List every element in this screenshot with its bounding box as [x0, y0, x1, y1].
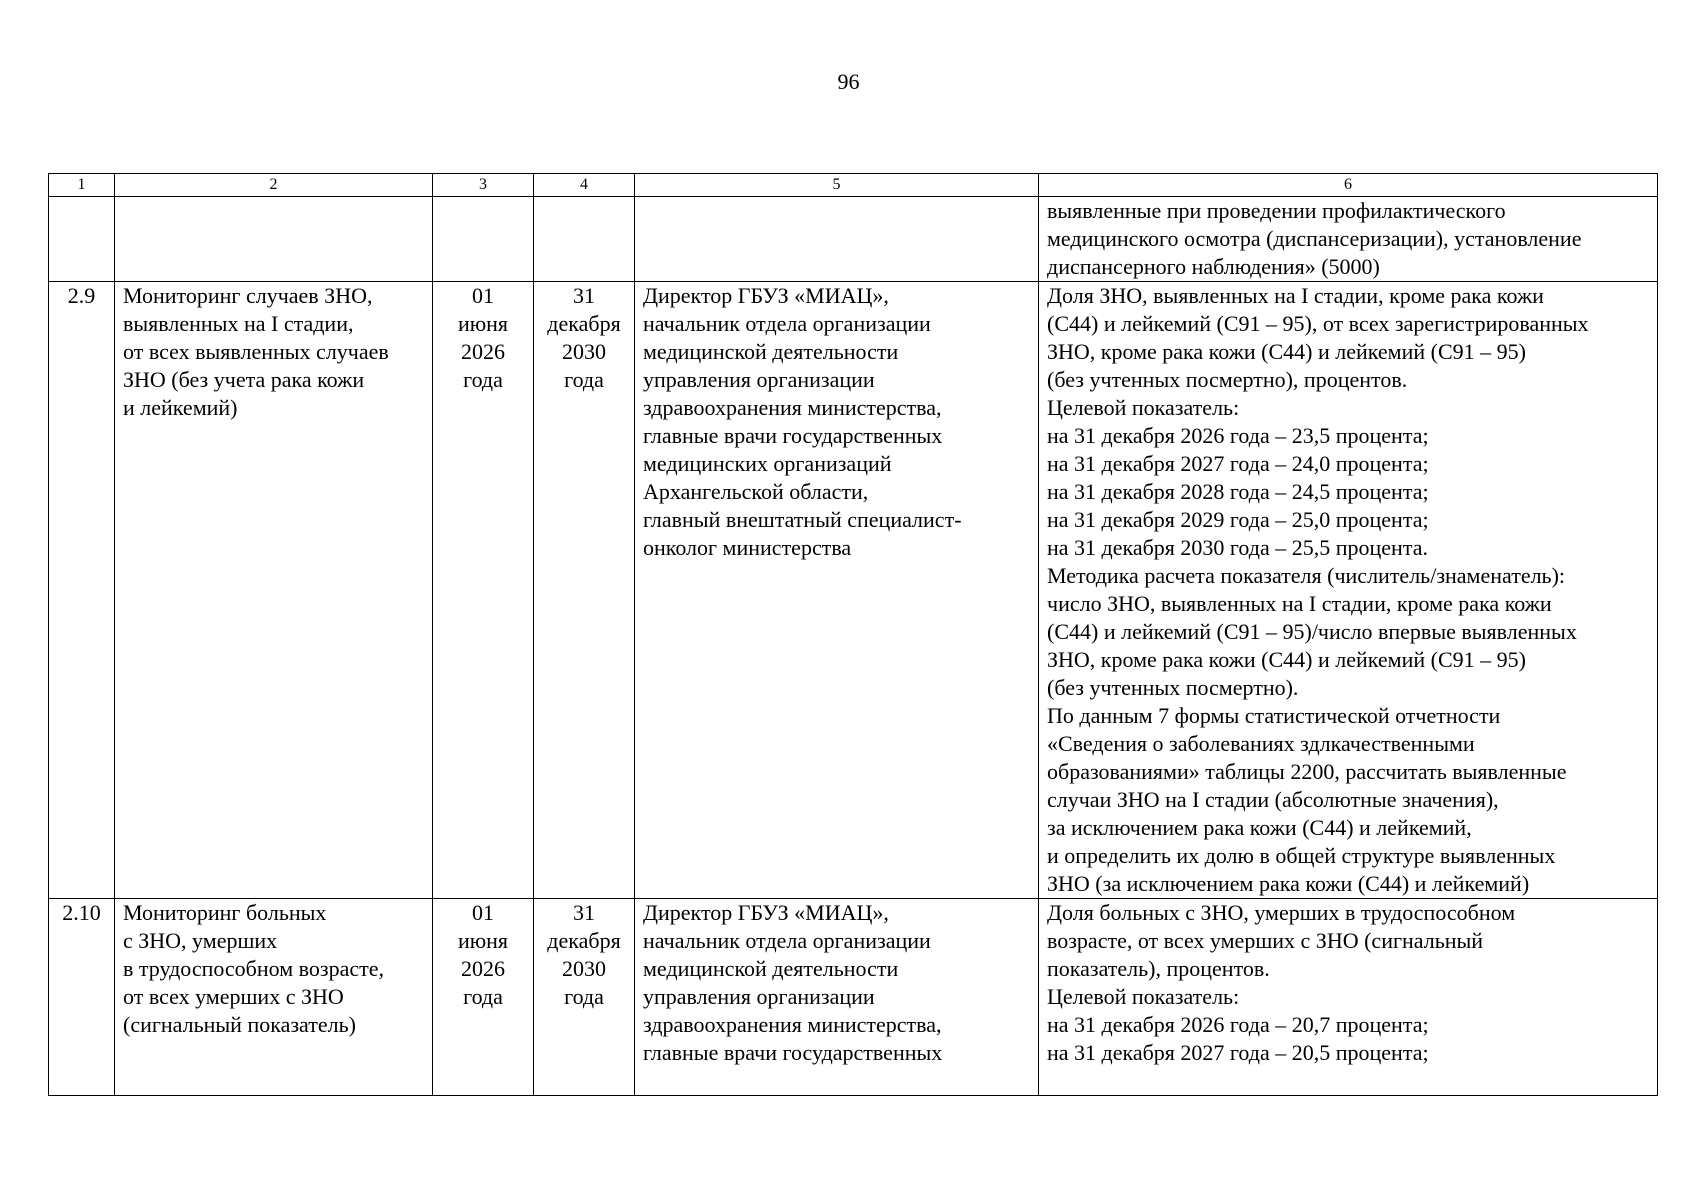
column-number-5: 5	[635, 174, 1039, 197]
activity-name-cell	[115, 899, 433, 1096]
empty-cell	[534, 197, 635, 282]
column-number-2: 2	[115, 174, 433, 197]
column-number-6: 6	[1039, 174, 1658, 197]
indicator-cell	[1039, 899, 1658, 1096]
column-number-row	[49, 174, 1658, 197]
end-date: 31 декабря 2030 года	[547, 900, 621, 1009]
start-date-cell	[433, 899, 534, 1096]
responsible-text: Директор ГБУЗ «МИАЦ», начальник отдела организации медицинской деятельности управления организации здравоохранения министерства, главные врачи государственных медицинских организаций Архангельской области, главный внештатный специалист- онколог министерства	[643, 283, 962, 560]
indicator-text: Доля больных с ЗНО, умерших в трудоспособном возрасте, от всех умерших с ЗНО (сигнальный показатель), процентов. Целевой показатель: на 31 декабря 2026 года – 20,7 процента; на 31 декабря 2027 года – 20,5 процента;	[1047, 900, 1516, 1065]
column-number-4: 4	[534, 174, 635, 197]
start-date: 01 июня 2026 года	[457, 283, 509, 392]
empty-cell	[49, 197, 115, 282]
activity-name: Мониторинг больных с ЗНО, умерших в трудоспособном возрасте, от всех умерших с ЗНО (сигнальный показатель)	[123, 900, 384, 1037]
column-number-1: 1	[49, 174, 115, 197]
responsible-text: Директор ГБУЗ «МИАЦ», начальник отдела организации медицинской деятельности управления организации здравоохранения министерства, главные врачи государственных	[643, 900, 943, 1065]
page-number: 96	[837, 69, 860, 94]
item-number-cell	[49, 282, 115, 899]
empty-cell	[115, 197, 433, 282]
table-row-continuation	[49, 197, 1658, 282]
empty-cell	[433, 197, 534, 282]
table-row	[49, 899, 1658, 1096]
end-date-cell	[534, 282, 635, 899]
item-number-cell	[49, 899, 115, 1096]
responsible-cell	[635, 282, 1039, 899]
indicator-cell	[1039, 282, 1658, 899]
activity-name-cell	[115, 282, 433, 899]
item-number: 2.9	[67, 283, 96, 308]
start-date: 01 июня 2026 года	[457, 900, 509, 1009]
responsible-cell	[635, 899, 1039, 1096]
indicator-cell	[1039, 197, 1658, 282]
table-row	[49, 282, 1658, 899]
column-number-3: 3	[433, 174, 534, 197]
indicator-text: Доля ЗНО, выявленных на I стадии, кроме рака кожи (С44) и лейкемий (С91 – 95), от всех зарегистрированных ЗНО, кроме рака кожи (С44) и лейкемий (С91 – 95) (без учтенных посмертно), процентов. Целевой показатель: на 31 декабря 2026 года – 23,5 процента; на 31 декабря 2027 года – 24,0 процента; на 31 декабря 2028 года – 24,5 процента; на 31 декабря 2029 года – 25,0 процента; на 31 декабря 2030 года – 25,5 процента. Методика расчета показателя (числитель/знаменатель): число ЗНО, выявленных на I стадии, кроме рака кожи (С44) и лейкемий (С91 – 95)/число впервые выявленных ЗНО, кроме рака кожи (С44) и лейкемий (С91 – 95) (без учтенных посмертно). По данным 7 формы статистической отчетности «Сведения о заболеваниях здлкачественными образованиями» таблицы 2200, рассчитать выявленные случаи ЗНО на I стадии (абсолютные значения), за исключением рака кожи (С44) и лейкемий, и определить их долю в общей структуре выявленных ЗНО (за исключением рака кожи (С44) и лейкемий)	[1047, 283, 1589, 896]
indicator-text: выявленные при проведении профилактического медицинского осмотра (диспансеризации), установление диспансерного наблюдения» (5000)	[1047, 198, 1582, 279]
activity-name: Мониторинг случаев ЗНО, выявленных на I стадии, от всех выявленных случаев ЗНО (без учета рака кожи и лейкемий)	[123, 283, 389, 420]
empty-cell	[635, 197, 1039, 282]
plan-table	[48, 173, 1658, 1096]
end-date-cell	[534, 899, 635, 1096]
start-date-cell	[433, 282, 534, 899]
item-number: 2.10	[62, 900, 101, 925]
end-date: 31 декабря 2030 года	[547, 283, 621, 392]
